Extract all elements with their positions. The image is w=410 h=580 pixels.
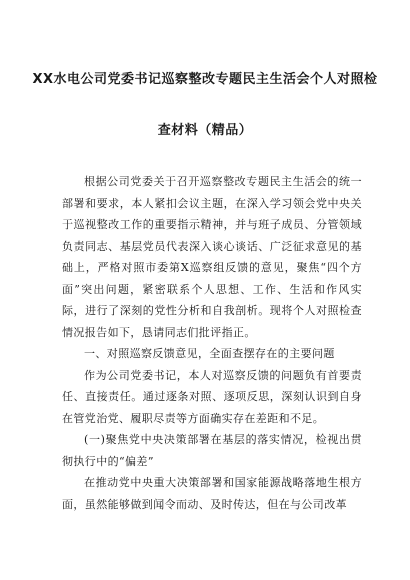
subsection-heading-1: (一)聚焦党中央决策部署在基层的落实情况，检视出贯彻执行中的“偏差” [62, 433, 362, 468]
paragraph-responsibility: 作为公司党委书记，本人对巡察反馈的问题负有首要责任、直接责任。通过逐条对照、逐项反思，深刻认识到自身在管党治党、履职尽责等方面确实存在差距和不足。 [62, 368, 362, 425]
paragraph-implementation: 在推动党中央重大决策部署和国家能源战略落地生根方面，虽然能够做到闻令而动、及时传达，但在与公司改革 [62, 476, 362, 511]
document-title-line-2: 查材料（精品） [157, 123, 253, 138]
document-title-line-1: XX水电公司党委书记巡察整改专题民主生活会个人对照检 [32, 72, 378, 87]
paragraph-intro: 根据公司党委关于召开巡察整改专题民主生活会的统一部署和要求，本人紧扣会议主题，在深入学习领会党中央关于巡视整改工作的重要指示精神，并与班子成员、分管领域负责同志、基层党员代表深入谈心谈话、广泛征求意见的基础上，严格对照市委第X巡察组反馈的意见，聚焦“四个方面”突出问题，紧密联系个人思想、工作、生活和作风实际，进行了深刻的党性分析和自我剖析。现将个人对照检查情况报告如下，恳请同志们批评指正。 [62, 175, 362, 339]
document-body [62, 171, 362, 515]
section-heading-1: 一、对照巡察反馈意见，全面查摆存在的主要问题 [84, 347, 335, 360]
